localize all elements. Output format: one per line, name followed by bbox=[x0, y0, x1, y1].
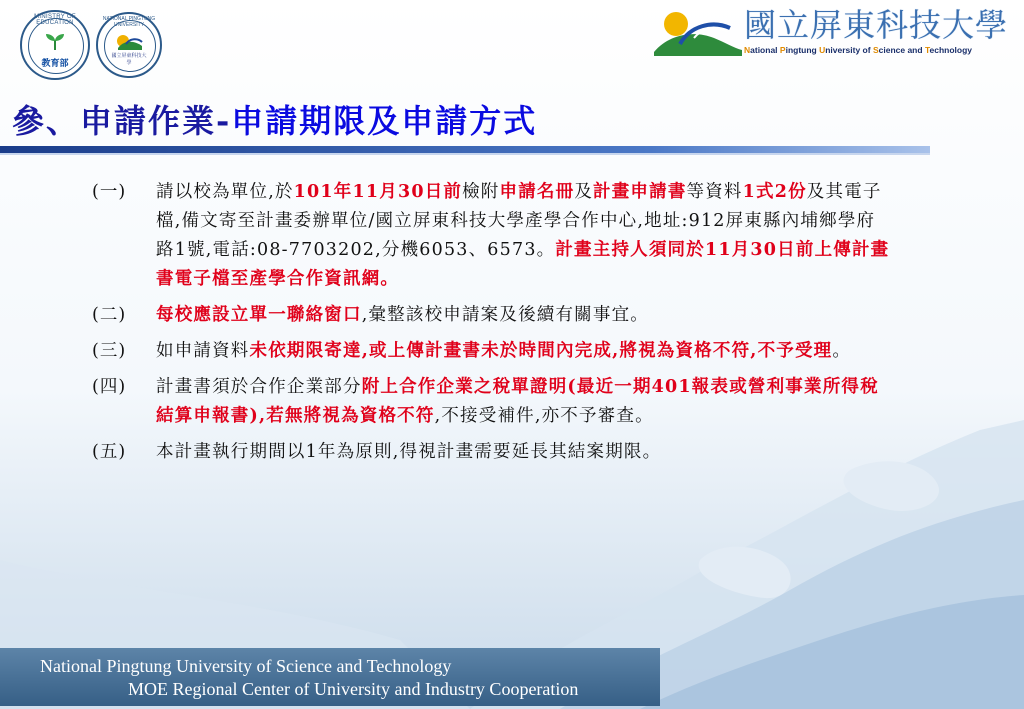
emphasis-text: 申請名冊 bbox=[499, 182, 575, 202]
list-item-text bbox=[156, 377, 879, 426]
footer-center-name: MOE Regional Center of University and Industry Cooperation bbox=[128, 679, 579, 699]
body-text: 本計畫執行期間以1年為原則,得視計畫需要延長其結案期限。 bbox=[156, 442, 662, 462]
emphasis-text: 計畫申請書 bbox=[593, 182, 687, 202]
body-text: 檢附 bbox=[462, 182, 500, 202]
list-item-text bbox=[156, 442, 661, 462]
body-text: 計畫書須於合作企業部分 bbox=[156, 377, 362, 397]
body-text: ,不接受補件,亦不予審查。 bbox=[434, 406, 654, 426]
title-underline-shadow bbox=[0, 153, 930, 155]
university-name-en-word: ingtung bbox=[785, 45, 820, 55]
npust-emblem-icon bbox=[654, 4, 742, 56]
list-item bbox=[92, 178, 892, 294]
moe-logo-ring-text: MINISTRY OF EDUCATION bbox=[34, 14, 76, 26]
university-header-logo bbox=[654, 2, 1024, 60]
university-name-en-word: echnology bbox=[929, 45, 973, 55]
npust-seal-label: 國立屏東科技大學 bbox=[111, 53, 147, 66]
list-item-number: (一) bbox=[92, 182, 127, 202]
emphasis-text: 每校應設立單一聯絡窗口 bbox=[156, 305, 362, 325]
list-item-number: (三) bbox=[92, 341, 127, 361]
list-item-text bbox=[156, 305, 649, 325]
title-underline-bar bbox=[0, 146, 930, 153]
emphasis-text: 計畫主持人須同於11月30日前上傳計畫書電子檔至產學合作資訊網。 bbox=[156, 240, 890, 289]
npust-seal-ring-text: NATIONAL PINGTUNG UNIVERSITY bbox=[102, 16, 156, 28]
university-name-en-initial: P bbox=[779, 45, 786, 55]
moe-logo bbox=[20, 10, 90, 80]
university-name-zh: 國立屏東科技大學 bbox=[744, 6, 1009, 44]
emphasis-text: 未依期限寄達,或上傳計畫書未於時間內完成,將視為資格不符,不予受理 bbox=[249, 341, 833, 361]
body-text: 等資料 bbox=[686, 182, 743, 202]
list-item bbox=[92, 301, 892, 330]
body-text: 請以校為單位,於 bbox=[156, 182, 294, 202]
emphasis-text: 1式2份 bbox=[742, 182, 807, 202]
university-name-en-initial: U bbox=[819, 45, 826, 55]
footer-university-name: National Pingtung University of Science and Technology bbox=[40, 656, 452, 676]
body-text: 。 bbox=[832, 341, 852, 361]
list-item-number: (二) bbox=[92, 305, 127, 325]
university-name-en-word: niversity of bbox=[825, 45, 873, 55]
body-text: 如申請資料 bbox=[156, 341, 250, 361]
npust-seal-logo bbox=[96, 12, 162, 78]
list-item-number: (五) bbox=[92, 442, 127, 462]
list-item bbox=[92, 373, 892, 431]
body-text: 及 bbox=[574, 182, 594, 202]
page-title-accent: 申請期限及申請方式 bbox=[231, 102, 538, 140]
emphasis-text: 附上合作企業之稅單證明(最近一期401報表或營利事業所得稅結算申報書),若無將視為資格不符 bbox=[156, 377, 879, 426]
npust-mark-icon bbox=[114, 32, 144, 52]
list-item-number: (四) bbox=[92, 377, 127, 397]
list-item-text bbox=[156, 182, 889, 289]
emphasis-text: 101年11月30日前 bbox=[293, 182, 463, 202]
moe-logo-label: 教育部 bbox=[41, 59, 69, 69]
university-name-en-word: ational bbox=[750, 45, 780, 55]
list-item-text bbox=[156, 341, 851, 361]
sprout-icon bbox=[44, 32, 66, 50]
page-title-prefix: 參、申請作業- bbox=[12, 102, 232, 140]
university-name-en-initial: N bbox=[744, 45, 751, 55]
university-name-en-initial: T bbox=[924, 45, 930, 55]
university-name-en bbox=[744, 45, 972, 55]
body-text: 及其電子檔,備文寄至計畫委辦單位/國立屏東科技大學產學合作中心,地址:912屏東縣內埔鄉學府路1號,電話:08-7703202,分機6053、6573。 bbox=[156, 182, 882, 260]
university-name-en-initial: S bbox=[872, 45, 879, 55]
application-rules-list bbox=[92, 178, 892, 474]
body-text: ,彙整該校申請案及後續有關事宜。 bbox=[361, 305, 649, 325]
university-name-en-word: cience and bbox=[878, 45, 925, 55]
page-title bbox=[12, 96, 537, 142]
list-item bbox=[92, 438, 892, 467]
list-item bbox=[92, 337, 892, 366]
